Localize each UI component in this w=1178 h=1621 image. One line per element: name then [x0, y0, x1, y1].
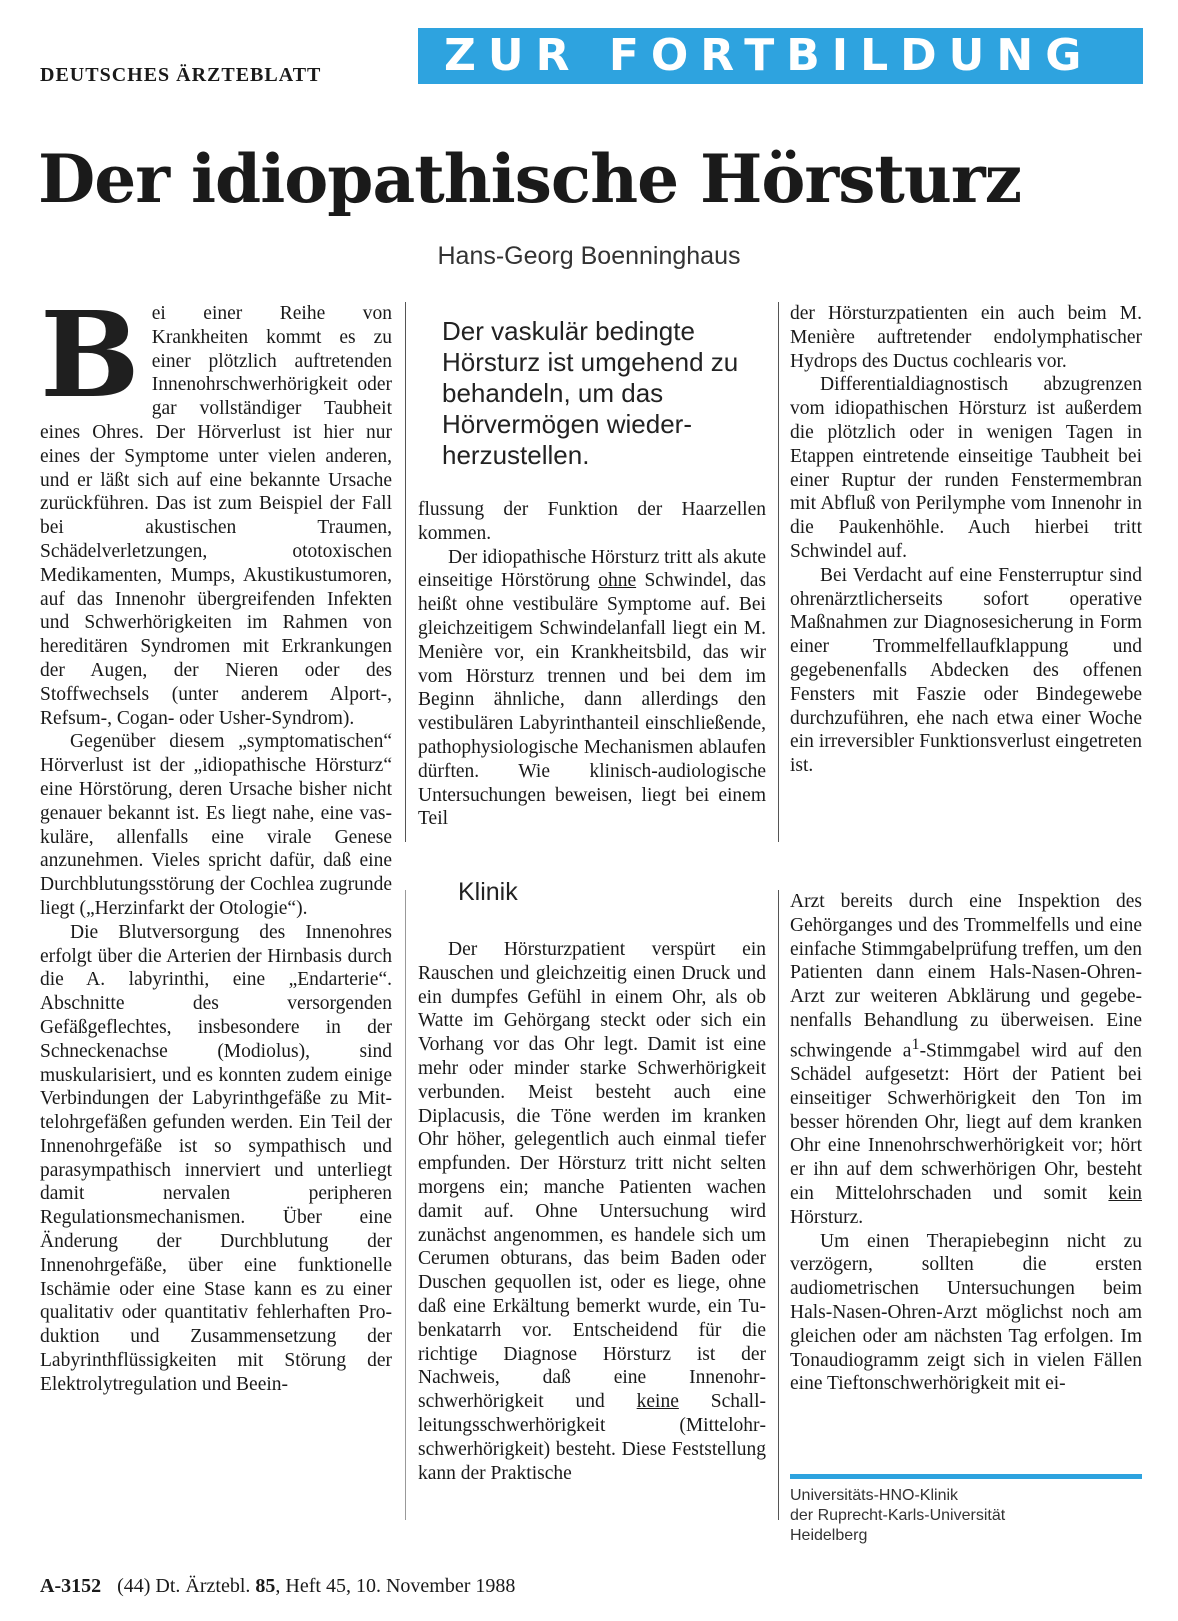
affiliation-rule: [790, 1474, 1142, 1479]
journal-name: DEUTSCHES ÄRZTEBLATT: [40, 64, 322, 86]
article-author: Hans-Georg Boenninghaus: [437, 242, 741, 270]
body-paragraph: Der Hörsturzpatient verspürt ein Rauschen und gleichzeitig einen Druck und ein dumpfes Gefühl in einem Ohr, als ob Watte im Gehörgang steckt oder sich ein Vorhang vor das Ohr legt. Damit ist eine mehr oder minder starke Schwerhörigkeit verbunden. Meist besteht auch eine Diplacusis, die Töne werden im kranken Ohr höher, gelegentlich auch einmal tiefer empfunden. Der Hörsturz tritt nicht selten morgens ein; manche Patienten wachen damit auf. Ohne Untersuchung wird zunächst angenommen, es handele sich um Cerumen obturans, das beim Baden oder Duschen gequollen ist, oder es liege, ohne daß eine Erkältung bemerkt wurde, ein Tubenkatarrh vor. Entscheidend für die richtige Diagnose Hörsturz ist der Nachweis, daß eine Innenohrschwerhörigkeit und keine Schallleitungsschwerhörigkeit (Mittelohrschwerhörigkeit) besteht. Diese Feststellung kann der Praktische: [418, 939, 766, 1484]
column-3-top: [790, 302, 1142, 778]
body-paragraph: Der idiopathische Hörsturz tritt als akute einseitige Hörstörung ohne Schwindel, das heißt ohne vestibuläre Symptome auf. Bei gleichzeitigem Schwindelanfall liegt ein M. Menière vor, ein Krankheitsbild, das wir vom Hörsturz trennen und bei dem im Beginn ähnliche, dann allerdings den vestibulären Labyrinthanteil einschließende, pathophysiologische Mechanismen ablaufen dürften. Wie klinisch-audiologische Untersuchungen beweisen, liegt bei einem Teil: [418, 546, 766, 830]
article-title: Der idiopathische Hörsturz: [38, 140, 1022, 218]
author-affiliation: Universitäts-HNO-Klinik der Ruprecht-Karls-Universität Heidelberg: [790, 1487, 1006, 1544]
body-paragraph: Die Blutversorgung des Innenohres erfolgt über die Arterien der Hirnbasis durch die A. labyrinthi, eine „Endarterie“. Abschnitte des versorgenden Gefäßgeflechtes, insbesondere in der Schneckenachse (Modiolus), sind muskularisiert, und es konnten zudem einige Verbindungen der Labyrinthgefäße zu Mittelohrgefäßen gefunden werden. Ein Teil der Innenohrgefäße ist so sympathisch und parasympathisch innerviert und unterliegt damit nervalen peripheren Regulationsmechanismen. Über eine Änderung der Durchblutung der Innenohrgefäße, über eine funktionelle Ischämie oder eine Stase kann es zu einer qualitativ oder quantitativ fehlerhaften Produktion und Zusammensetzung der Labyrinthflüssigkeiten mit Störung der Elektrolytregulation und Beein-: [40, 921, 392, 1395]
column-divider-right: [778, 302, 779, 842]
issue-info: , Heft 45, 10. November 1988: [275, 1575, 516, 1597]
column-divider-right-lower: [778, 890, 779, 1520]
body-paragraph: flussung der Funktion der Haarzellen kommen.: [418, 499, 766, 544]
volume-number: 85: [255, 1575, 276, 1597]
column-divider-left-lower: [405, 890, 406, 1520]
issue-prefix: (44) Dt. Ärztebl.: [117, 1575, 251, 1597]
page-number: A-3152: [40, 1575, 102, 1597]
pull-quote: Der vaskulär bedingte Hörsturz ist umgehend zu behandeln, um das Hörvermögen wiederherzustellen.: [442, 316, 739, 470]
column-1: [40, 285, 392, 1397]
emphasis-underline: keine: [636, 1391, 679, 1413]
column-3-bottom: [790, 890, 1142, 1396]
column-divider-left: [405, 302, 406, 842]
body-paragraph: Differentialdiagnostisch abzugrenzen vom idiopathischen Hörsturz ist außerdem die plötzlich oder in wenigen Tagen in Etappen eintretende einseitige Taubheit bei einer Ruptur der runden Fenstermembran mit Abfluß von Perilymphe vom Innenohr in die Paukenhöhle. Auch hierbei tritt Schwindel auf.: [790, 374, 1142, 562]
drop-cap: B: [40, 285, 140, 424]
emphasis-underline: kein: [1108, 1183, 1142, 1205]
body-paragraph: Bei Verdacht auf eine Fensterruptur sind ohrenärztlicherseits sofort operative Maßnahmen zur Diagnosesicherung in Form einer Trommelfellaufklappung und gegebenenfalls Abdecken des offenen Fensters mit Faszie oder Bindegewebe durchzuführen, ehe nach etwa einer Woche ein irreversibler Funktionsverlust eingetreten ist.: [790, 564, 1142, 777]
body-paragraph: Gegenüber diesem „symptomatischen“ Hörverlust ist der „idiopathische Hörsturz“ eine Hörstörung, deren Ursache bisher nicht genauer bekannt ist. Es liegt nahe, eine vaskuläre, allenfalls eine virale Genese anzunehmen. Vieles spricht dafür, daß eine Durchblutungsstörung der Cochlea zugrunde liegt („Herzinfarkt der Otologie“).: [40, 731, 392, 919]
section-banner: ZUR FORTBILDUNG: [418, 28, 1143, 84]
column-2-bottom: [418, 938, 766, 1485]
page-footer: [40, 1575, 515, 1598]
body-paragraph: der Hörsturzpatienten ein auch beim M. Menière auftretender endolymphatischer Hydrops des Ductus cochlearis vor.: [790, 303, 1142, 372]
column-2-top: [418, 498, 766, 831]
section-heading: Klinik: [458, 878, 518, 906]
body-paragraph: Arzt bereits durch eine Inspektion des Gehörganges und des Trommelfells und eine einfache Stimmgabelprüfung treffen, um den Patienten dann einem Hals-Nasen-Ohren-Arzt zur weiteren Abklärung und gegebenenfalls Behandlung zu überweisen. Eine schwingende $a^1$-Stimmgabel wird auf den Schädel aufgesetzt: Hört der Patient bei einseitiger Schwerhörigkeit den Ton im besser hörenden Ohr, liegt auf dem kranken Ohr eine Innenohrschwerhörigkeit vor; hört er ihn auf dem schwerhörigen Ohr, besteht ein Mittelohrschaden und somit kein Hörsturz.: [790, 891, 1142, 1228]
body-paragraph: Bei einer Reihe von Krankheiten kommt es zu einer plötzlich auftretenden Innenohrschwerhörigkeit oder gar vollständiger Taubheit eines Ohres. Der Hörverlust ist hier nur eines der Symptome unter vielen anderen, und er läßt sich auf eine bekannte Ursache zurückführen. Das ist zum Beispiel der Fall bei akustischen Traumen, Schädelverletzungen, ototoxischen Medikamenten, Mumps, Akustikustumoren, auf das Innenohr übergreifenden Infekten und Schwerhörigkeiten im Rahmen von hereditären Syndromen mit Erkrankungen der Augen, der Nieren oder des Stoffwechsels (unter anderem Alport-, Refsum-, Cogan- oder Usher-Syndrom).: [40, 285, 392, 729]
emphasis-underline: ohne: [598, 570, 637, 592]
body-paragraph: Um einen Therapiebeginn nicht zu verzögern, sollten die ersten audiometrischen Untersuchungen beim Hals-Nasen-Ohren-Arzt möglichst noch am gleichen oder am nächsten Tag erfolgen. Im Tonaudiogramm zeigt sich in vielen Fällen eine Tieftonschwerhörigkeit mit ei-: [790, 1230, 1142, 1395]
